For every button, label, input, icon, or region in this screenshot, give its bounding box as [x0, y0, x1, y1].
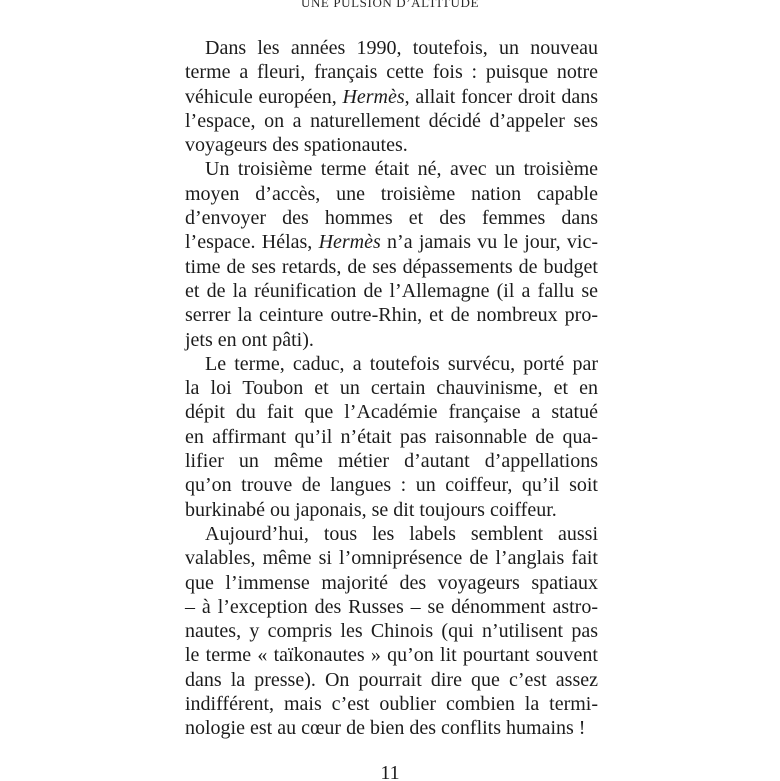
- text-line: et de la réunification de l’Allemagne (il a fallu se: [185, 279, 598, 302]
- text-line: indifférent, mais c’est oublier combien la termi-: [185, 693, 598, 716]
- text-segment: , allait foncer droit dans: [404, 85, 598, 108]
- text-line: – à l’exception des Russes – se dénomment astro-: [185, 595, 598, 618]
- text-line: Un troisième terme était né, avec un troisième: [205, 158, 598, 181]
- text-line: d’envoyer des hommes et des femmes dans: [185, 207, 598, 230]
- text-line: le terme « taïkonautes » qu’on lit pourtant souvent: [185, 644, 598, 667]
- text-segment: véhicule européen,: [185, 85, 343, 108]
- text-line: jets en ont pâti).: [185, 328, 314, 351]
- text-line: Le terme, caduc, a toutefois survécu, porté par: [205, 352, 598, 375]
- text-line: Dans les années 1990, toutefois, un nouveau: [205, 37, 598, 59]
- paragraph: [185, 36, 598, 157]
- running-header: UNE PULSION D’ALTITUDE: [300, 0, 480, 10]
- page-number: 11: [380, 762, 400, 781]
- text-line: que l’immense majorité des voyageurs spatiaux: [185, 571, 598, 594]
- text-line: nautes, y compris les Chinois (qui n’utilisent pas: [185, 620, 598, 643]
- paragraph: [185, 157, 598, 351]
- italic-title: Hermès: [318, 231, 381, 254]
- body-text: [185, 36, 598, 741]
- text-line: dépit du fait que l’Académie française a statué: [185, 401, 598, 424]
- text-line: burkinabé ou japonais, se dit toujours coiffeur.: [185, 498, 557, 521]
- text-segment: n’a jamais vu le jour, vic-: [380, 231, 599, 254]
- text-line: valables, même si l’omniprésence de l’anglais fait: [185, 547, 598, 570]
- text-line: nologie est au cœur de bien des conflits humains !: [185, 717, 586, 740]
- text-line: lifier un même métier d’autant d’appellations: [185, 450, 598, 473]
- text-line: moyen d’accès, une troisième nation capable: [185, 182, 598, 205]
- paragraph: [185, 352, 598, 522]
- text-segment: l’espace. Hélas,: [185, 231, 319, 254]
- text-line: la loi Toubon et un certain chauvinisme, et en: [185, 377, 598, 400]
- text-line: terme a fleuri, français cette fois : puisque notre: [185, 61, 598, 84]
- text-line: qu’on trouve de langues : un coiffeur, qu’il soit: [185, 474, 598, 497]
- text-line: Aujourd’hui, tous les labels semblent aussi: [205, 522, 598, 545]
- text-line: en affirmant qu’il n’était pas raisonnable de qua-: [185, 425, 598, 448]
- text-line: l’espace, on a naturellement décidé d’appeler ses: [185, 109, 598, 132]
- text-line: [185, 85, 598, 109]
- text-line: [185, 230, 598, 254]
- text-line: time de ses retards, de ses dépassements de budget: [185, 255, 598, 278]
- text-line: voyageurs des spationautes.: [185, 134, 408, 157]
- italic-title: Hermès: [342, 85, 405, 108]
- text-line: serrer la ceinture outre-Rhin, et de nombreux pro-: [185, 304, 598, 327]
- paragraph: [185, 522, 598, 741]
- text-line: dans la presse). On pourrait dire que c’est assez: [185, 668, 598, 691]
